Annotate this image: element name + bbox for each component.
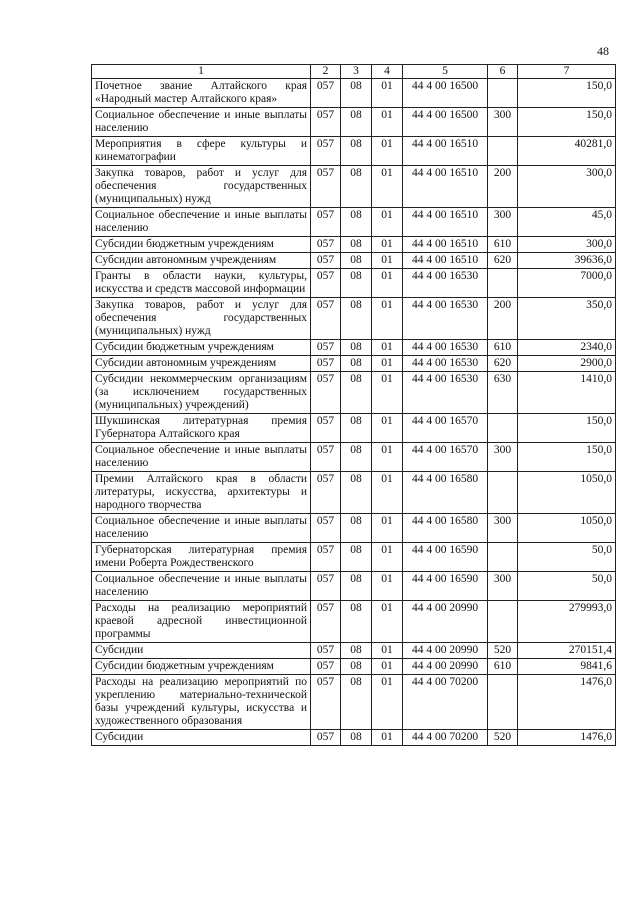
cell-sum: 1050,0 (518, 472, 616, 514)
table-row (92, 166, 616, 208)
cell-name: Субсидии бюджетным учреждениям (92, 237, 311, 253)
cell-vr: 520 (488, 643, 518, 659)
cell-pr: 01 (372, 414, 403, 443)
cell-ved: 057 (311, 269, 341, 298)
table-row (92, 414, 616, 443)
cell-vr: 300 (488, 108, 518, 137)
cell-sum: 9841,6 (518, 659, 616, 675)
cell-csr: 44 4 00 16510 (403, 166, 488, 208)
cell-name: Почетное звание Алтайского края «Народный мастер Алтайского края» (92, 79, 311, 108)
cell-rz: 08 (341, 166, 372, 208)
cell-ved: 057 (311, 108, 341, 137)
table-row (92, 269, 616, 298)
cell-csr: 44 4 00 70200 (403, 675, 488, 730)
cell-rz: 08 (341, 253, 372, 269)
cell-rz: 08 (341, 356, 372, 372)
cell-pr: 01 (372, 298, 403, 340)
cell-name: Социальное обеспечение и иные выплаты населению (92, 572, 311, 601)
cell-rz: 08 (341, 269, 372, 298)
cell-rz: 08 (341, 601, 372, 643)
cell-csr: 44 4 00 16510 (403, 208, 488, 237)
cell-csr: 44 4 00 16530 (403, 298, 488, 340)
cell-csr: 44 4 00 16500 (403, 108, 488, 137)
cell-sum: 300,0 (518, 166, 616, 208)
cell-sum: 1476,0 (518, 730, 616, 746)
cell-pr: 01 (372, 253, 403, 269)
cell-sum: 2900,0 (518, 356, 616, 372)
cell-vr: 200 (488, 166, 518, 208)
cell-name: Социальное обеспечение и иные выплаты населению (92, 108, 311, 137)
cell-sum: 150,0 (518, 414, 616, 443)
cell-pr: 01 (372, 208, 403, 237)
cell-csr: 44 4 00 16530 (403, 356, 488, 372)
cell-pr: 01 (372, 237, 403, 253)
cell-ved: 057 (311, 298, 341, 340)
cell-pr: 01 (372, 675, 403, 730)
cell-rz: 08 (341, 108, 372, 137)
cell-name: Субсидии бюджетным учреждениям (92, 659, 311, 675)
cell-rz: 08 (341, 659, 372, 675)
cell-sum: 350,0 (518, 298, 616, 340)
cell-pr: 01 (372, 601, 403, 643)
cell-ved: 057 (311, 414, 341, 443)
table-row (92, 601, 616, 643)
cell-name: Закупка товаров, работ и услуг для обеспечения государственных (муниципальных) нужд (92, 166, 311, 208)
cell-rz: 08 (341, 543, 372, 572)
cell-vr (488, 414, 518, 443)
cell-rz: 08 (341, 572, 372, 601)
cell-vr: 300 (488, 514, 518, 543)
cell-sum: 45,0 (518, 208, 616, 237)
table-row (92, 443, 616, 472)
cell-ved: 057 (311, 675, 341, 730)
cell-name: Субсидии некоммерческим организациям (за исключением государственных (муниципальных) учреждений) (92, 372, 311, 414)
cell-vr (488, 543, 518, 572)
cell-pr: 01 (372, 659, 403, 675)
cell-vr: 610 (488, 340, 518, 356)
cell-ved: 057 (311, 601, 341, 643)
cell-ved: 057 (311, 356, 341, 372)
cell-name: Социальное обеспечение и иные выплаты населению (92, 443, 311, 472)
cell-vr: 300 (488, 443, 518, 472)
cell-rz: 08 (341, 208, 372, 237)
cell-sum: 150,0 (518, 108, 616, 137)
cell-name: Мероприятия в сфере культуры и кинематографии (92, 137, 311, 166)
table-row (92, 514, 616, 543)
cell-rz: 08 (341, 443, 372, 472)
cell-vr (488, 79, 518, 108)
cell-rz: 08 (341, 514, 372, 543)
cell-ved: 057 (311, 208, 341, 237)
table-row (92, 659, 616, 675)
cell-name: Закупка товаров, работ и услуг для обеспечения государственных (муниципальных) нужд (92, 298, 311, 340)
cell-rz: 08 (341, 372, 372, 414)
table-header-row (92, 65, 616, 79)
cell-name: Гранты в области науки, культуры, искусства и средств массовой информации (92, 269, 311, 298)
cell-vr: 620 (488, 356, 518, 372)
cell-rz: 08 (341, 79, 372, 108)
cell-csr: 44 4 00 70200 (403, 730, 488, 746)
cell-rz: 08 (341, 675, 372, 730)
col-header-sum: 7 (518, 65, 616, 79)
cell-rz: 08 (341, 137, 372, 166)
cell-sum: 50,0 (518, 572, 616, 601)
cell-csr: 44 4 00 16590 (403, 543, 488, 572)
cell-rz: 08 (341, 340, 372, 356)
cell-csr: 44 4 00 16530 (403, 340, 488, 356)
table-row (92, 730, 616, 746)
cell-sum: 1050,0 (518, 514, 616, 543)
table-row (92, 675, 616, 730)
cell-ved: 057 (311, 572, 341, 601)
cell-ved: 057 (311, 730, 341, 746)
cell-vr (488, 472, 518, 514)
cell-vr: 300 (488, 208, 518, 237)
cell-csr: 44 4 00 16510 (403, 253, 488, 269)
cell-sum: 50,0 (518, 543, 616, 572)
cell-pr: 01 (372, 572, 403, 601)
table-row (92, 340, 616, 356)
cell-rz: 08 (341, 414, 372, 443)
cell-name: Расходы на реализацию мероприятий по укреплению материально-технической базы учреждений культуры, искусства и художественного образования (92, 675, 311, 730)
cell-ved: 057 (311, 166, 341, 208)
table-row (92, 108, 616, 137)
table-row (92, 543, 616, 572)
cell-name: Социальное обеспечение и иные выплаты населению (92, 208, 311, 237)
budget-table (91, 64, 616, 746)
cell-pr: 01 (372, 372, 403, 414)
cell-ved: 057 (311, 472, 341, 514)
cell-vr: 630 (488, 372, 518, 414)
cell-sum: 7000,0 (518, 269, 616, 298)
cell-csr: 44 4 00 20990 (403, 601, 488, 643)
cell-pr: 01 (372, 643, 403, 659)
cell-rz: 08 (341, 237, 372, 253)
cell-rz: 08 (341, 643, 372, 659)
cell-name: Шукшинская литературная премия Губернатора Алтайского края (92, 414, 311, 443)
col-header-pr: 4 (372, 65, 403, 79)
cell-name: Субсидии (92, 643, 311, 659)
cell-csr: 44 4 00 16510 (403, 237, 488, 253)
cell-rz: 08 (341, 472, 372, 514)
cell-pr: 01 (372, 137, 403, 166)
cell-csr: 44 4 00 16580 (403, 514, 488, 543)
cell-sum: 270151,4 (518, 643, 616, 659)
cell-csr: 44 4 00 20990 (403, 643, 488, 659)
cell-sum: 150,0 (518, 443, 616, 472)
table-row (92, 572, 616, 601)
cell-sum: 1410,0 (518, 372, 616, 414)
cell-pr: 01 (372, 730, 403, 746)
cell-vr: 520 (488, 730, 518, 746)
cell-name: Социальное обеспечение и иные выплаты населению (92, 514, 311, 543)
cell-name: Расходы на реализацию мероприятий краевой адресной инвестиционной программы (92, 601, 311, 643)
cell-pr: 01 (372, 472, 403, 514)
cell-rz: 08 (341, 730, 372, 746)
cell-pr: 01 (372, 166, 403, 208)
cell-csr: 44 4 00 16530 (403, 269, 488, 298)
cell-pr: 01 (372, 269, 403, 298)
cell-ved: 057 (311, 253, 341, 269)
col-header-ved: 2 (311, 65, 341, 79)
cell-name: Субсидии бюджетным учреждениям (92, 340, 311, 356)
cell-sum: 279993,0 (518, 601, 616, 643)
table-row (92, 237, 616, 253)
cell-ved: 057 (311, 443, 341, 472)
table-row (92, 79, 616, 108)
cell-csr: 44 4 00 16580 (403, 472, 488, 514)
cell-pr: 01 (372, 514, 403, 543)
cell-csr: 44 4 00 16590 (403, 572, 488, 601)
cell-sum: 1476,0 (518, 675, 616, 730)
cell-ved: 057 (311, 372, 341, 414)
table-row (92, 208, 616, 237)
cell-ved: 057 (311, 514, 341, 543)
col-header-csr: 5 (403, 65, 488, 79)
cell-pr: 01 (372, 443, 403, 472)
cell-csr: 44 4 00 20990 (403, 659, 488, 675)
cell-ved: 057 (311, 659, 341, 675)
cell-csr: 44 4 00 16510 (403, 137, 488, 166)
cell-csr: 44 4 00 16500 (403, 79, 488, 108)
cell-pr: 01 (372, 108, 403, 137)
cell-rz: 08 (341, 298, 372, 340)
cell-pr: 01 (372, 340, 403, 356)
cell-vr: 610 (488, 659, 518, 675)
cell-pr: 01 (372, 356, 403, 372)
table-row (92, 253, 616, 269)
cell-sum: 150,0 (518, 79, 616, 108)
col-header-name: 1 (92, 65, 311, 79)
cell-ved: 057 (311, 643, 341, 659)
table-row (92, 372, 616, 414)
cell-sum: 300,0 (518, 237, 616, 253)
cell-pr: 01 (372, 79, 403, 108)
page-number: 48 (597, 44, 609, 58)
table-row (92, 298, 616, 340)
table-row (92, 137, 616, 166)
cell-vr: 200 (488, 298, 518, 340)
cell-name: Субсидии автономным учреждениям (92, 356, 311, 372)
cell-ved: 057 (311, 237, 341, 253)
cell-vr: 620 (488, 253, 518, 269)
cell-name: Субсидии автономным учреждениям (92, 253, 311, 269)
cell-name: Премии Алтайского края в области литературы, искусства, архитектуры и народного творчества (92, 472, 311, 514)
cell-vr (488, 601, 518, 643)
cell-ved: 057 (311, 340, 341, 356)
cell-name: Субсидии (92, 730, 311, 746)
cell-csr: 44 4 00 16570 (403, 443, 488, 472)
cell-name: Губернаторская литературная премия имени Роберта Рождественского (92, 543, 311, 572)
cell-sum: 40281,0 (518, 137, 616, 166)
cell-ved: 057 (311, 543, 341, 572)
table-row (92, 356, 616, 372)
table-row (92, 643, 616, 659)
table-row (92, 472, 616, 514)
cell-sum: 2340,0 (518, 340, 616, 356)
cell-vr: 300 (488, 572, 518, 601)
cell-csr: 44 4 00 16570 (403, 414, 488, 443)
cell-vr: 610 (488, 237, 518, 253)
cell-vr (488, 269, 518, 298)
cell-pr: 01 (372, 543, 403, 572)
cell-csr: 44 4 00 16530 (403, 372, 488, 414)
cell-vr (488, 675, 518, 730)
cell-sum: 39636,0 (518, 253, 616, 269)
cell-ved: 057 (311, 137, 341, 166)
cell-ved: 057 (311, 79, 341, 108)
col-header-rz: 3 (341, 65, 372, 79)
cell-vr (488, 137, 518, 166)
col-header-vr: 6 (488, 65, 518, 79)
